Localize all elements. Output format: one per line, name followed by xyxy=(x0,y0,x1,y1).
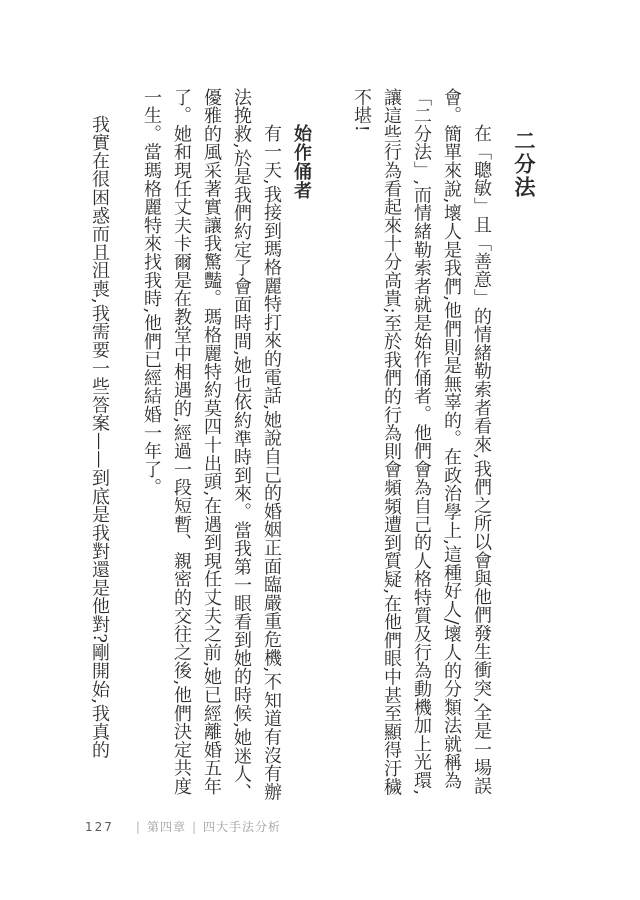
vertical-text-block xyxy=(84,88,540,804)
subsection-heading: 始作俑者 xyxy=(291,124,312,200)
section-title: 二分法 xyxy=(512,130,537,199)
paragraph-dichotomy: 在「聰敏」且「善意」的情緒勒索者看來,我們之所以會與他們發生衝突,全是一場誤會。簡單來說,壞人是我們,他們則是無辜的。在政治學上,這種好人/壞人的分類法就稱為「二分法」,而情緒勒索者就是始作俑者。他們會為自己的人格特質及行為動機加上光環,讓這些行為看起來十分高貴;至於我們的行為則會頻頻遭到質疑,在他們眼中甚至顯得汙穢不堪! xyxy=(351,88,492,796)
client-quote: 我實在很困惑而且沮喪,我需要一些答案——到底是我對還是他對?剛開始,我真的 xyxy=(89,115,110,760)
paragraph-margaret-story: 有一天,我接到瑪格麗特打來的電話,她說自己的婚姻正面臨嚴重危機,不知道有沒有辦法挽救,於是我們約定了會面時間,她也依約準時到來。當我第一眼看到她的時候,她迷人、優雅的風采著實讓我驚豔。瑪格麗特約莫四十出頭,在遇到現任丈夫之前,她已經離婚五年了。她和現任丈夫卡爾是在教堂中相遇的,經過一段短暫、親密的交往之後,他們決定共度一生。當瑪格麗特來找我時,他們已經結婚一年了。 xyxy=(141,88,282,802)
footer-separator: | xyxy=(135,820,141,834)
footer-separator: | xyxy=(191,820,198,834)
page-number: 127 xyxy=(85,820,114,834)
chapter-label: 第四章 xyxy=(146,820,186,834)
page-footer xyxy=(85,818,281,835)
section-label: 四大手法分析 xyxy=(203,820,282,834)
